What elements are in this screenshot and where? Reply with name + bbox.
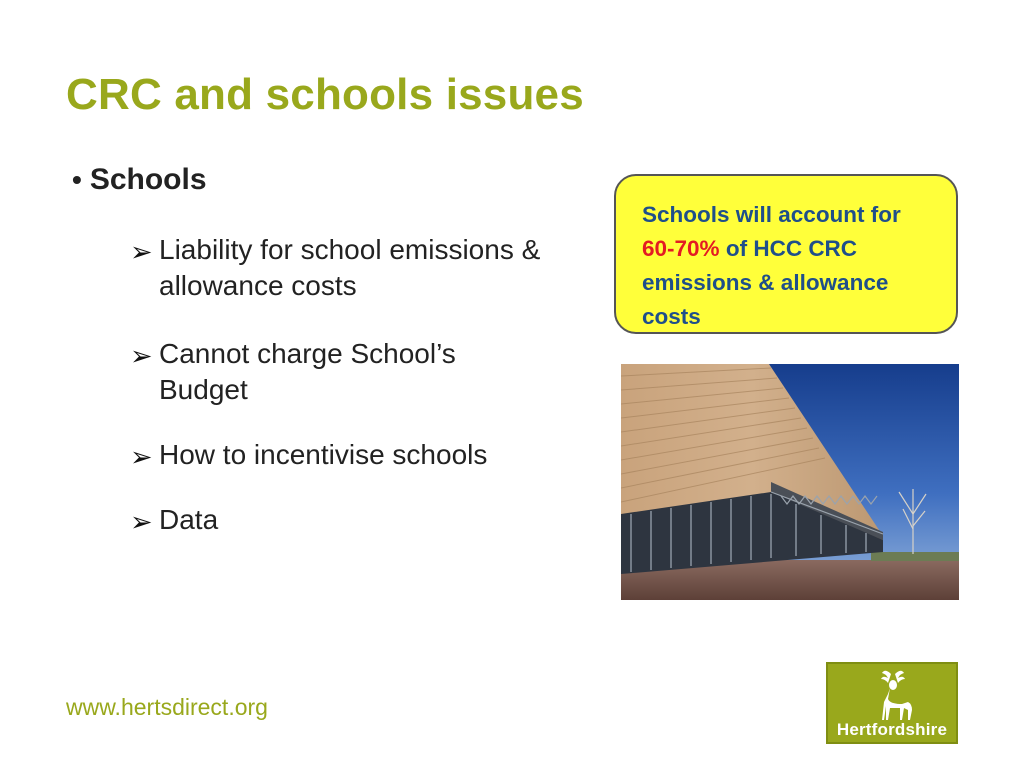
arrowhead-icon: ➢	[130, 341, 153, 371]
sub-item-text: Data	[159, 504, 219, 535]
bullet-dot-icon: •	[72, 164, 82, 195]
sub-item-incentivise	[130, 437, 610, 473]
sub-item-data	[130, 502, 610, 538]
arrowhead-icon: ➢	[130, 507, 153, 537]
arrowhead-icon: ➢	[130, 442, 153, 472]
callout-text-after: of HCC CRC emissions & allowance costs	[642, 236, 889, 329]
school-building-photo	[621, 364, 959, 600]
callout-highlight: 60-70%	[642, 236, 720, 261]
callout-box	[614, 174, 958, 334]
sub-item-liability	[130, 232, 610, 304]
logo-label: Hertfordshire	[836, 720, 948, 739]
callout-text-before: Schools will account for	[642, 202, 901, 227]
hertfordshire-logo	[826, 662, 958, 744]
bullet-schools	[72, 163, 207, 197]
sub-item-text: Cannot charge School’s Budget	[159, 338, 456, 405]
bullet-label: Schools	[89, 163, 207, 196]
slide-title: CRC and schools issues	[66, 70, 584, 119]
footer-url: www.hertsdirect.org	[66, 694, 268, 720]
stag-icon	[828, 664, 956, 724]
arrowhead-icon: ➢	[130, 237, 153, 267]
sub-item-text: How to incentivise schools	[159, 439, 488, 470]
sub-item-budget	[130, 336, 610, 408]
sub-item-text: Liability for school emissions & allowance costs	[159, 234, 541, 301]
